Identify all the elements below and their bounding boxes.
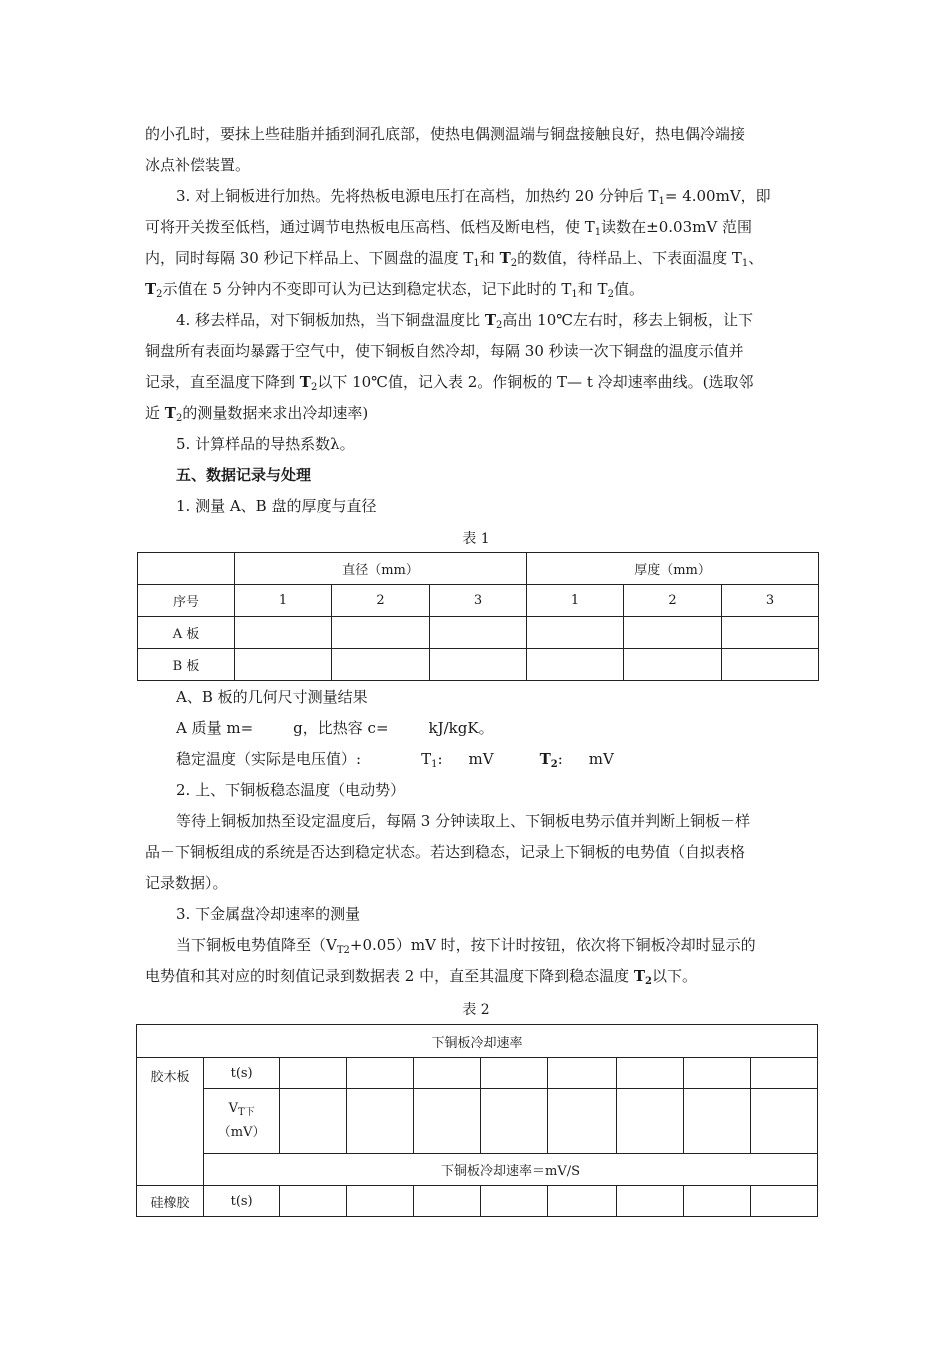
step-3-line: 3. 对上铜板进行加热。先将热板电源电压打在高档，加热约 20 分钟后 $T_1= 4.00mV$，即 — [176, 187, 771, 207]
empty-cell[interactable] — [235, 617, 332, 649]
row-label-index: 序号 — [138, 585, 235, 617]
empty-cell[interactable] — [624, 617, 722, 649]
row-label-silicone: 硅橡胶 — [137, 1186, 204, 1217]
empty-cell[interactable] — [347, 1089, 414, 1154]
table-cell — [138, 553, 235, 585]
empty-cell[interactable] — [481, 1186, 548, 1217]
table-1 — [137, 552, 819, 681]
row-label-a: A 板 — [138, 617, 235, 649]
empty-cell[interactable] — [430, 617, 527, 649]
subsection-heading: 3. 下金属盘冷却速率的测量 — [176, 905, 361, 923]
empty-cell[interactable] — [527, 617, 624, 649]
paragraph-line: 内，同时每隔 30 秒记下样品上、下圆盘的温度 $T_1$和 $T_2$的数值，待样品上、下表面温度 $T_1$、 — [145, 249, 764, 269]
paragraph-line: 当下铜板电势值降至$(V_{T2}+0.05)mV$ 时，按下计时按钮，依次将下铜板冷却时显示的 — [176, 936, 756, 956]
step-5-line: 5. 计算样品的导热系数λ。 — [176, 435, 355, 453]
paragraph-line: 近 $T_2$的测量数据来求出冷却速率) — [145, 404, 369, 424]
subsection-heading: 2. 上、下铜板稳态温度（电动势） — [176, 781, 406, 799]
empty-cell[interactable] — [430, 649, 527, 681]
step-4-line: 4. 移去样品，对下铜板加热，当下铜盘温度比 $T_2$高出 10℃左右时，移去上铜板，让下 — [176, 311, 754, 331]
paragraph-line: 的小孔时，要抹上些硅脂并插到洞孔底部，使热电偶测温端与铜盘接触良好，热电偶冷端接 — [145, 125, 746, 143]
empty-cell[interactable] — [750, 1089, 817, 1154]
empty-cell[interactable] — [683, 1186, 750, 1217]
empty-cell[interactable] — [722, 649, 819, 681]
paragraph-line: A、B 板的几何尺寸测量结果 — [176, 688, 368, 706]
paragraph-line: 电势值和其对应的时刻值记录到数据表 2 中，直至其温度下降到稳态温度 $T_2$以下。 — [145, 967, 698, 987]
empty-cell[interactable] — [235, 649, 332, 681]
stable-temp-line: 稳定温度（实际是电压值）: $T_1$: mV $T_2$: mV — [176, 750, 614, 770]
empty-cell[interactable] — [548, 1058, 616, 1089]
paragraph-line: 等待上铜板加热至设定温度后，每隔 3 分钟读取上、下铜板电势示值并判断上铜板－样 — [176, 812, 751, 830]
paragraph-line: 品－下铜板组成的系统是否达到稳定状态。若达到稳态，记录上下铜板的电势值（自拟表格 — [145, 843, 746, 861]
empty-cell[interactable] — [481, 1089, 548, 1154]
table-1-caption: 表 1 — [462, 531, 490, 547]
empty-cell[interactable] — [332, 617, 430, 649]
empty-cell[interactable] — [548, 1186, 616, 1217]
empty-cell[interactable] — [683, 1089, 750, 1154]
empty-cell[interactable] — [616, 1058, 683, 1089]
index-cell: 3 — [722, 585, 819, 617]
paragraph-line: $T_2$示值在 5 分钟内不变即可认为已达到稳定状态，记下此时的 $T_1$和 $T_2$值。 — [145, 280, 644, 300]
empty-cell[interactable] — [347, 1186, 414, 1217]
time-label: t(s) — [204, 1186, 280, 1217]
time-label: t(s) — [204, 1058, 280, 1089]
index-cell: 1 — [527, 585, 624, 617]
empty-cell[interactable] — [414, 1186, 481, 1217]
index-cell: 1 — [235, 585, 332, 617]
empty-cell[interactable] — [683, 1058, 750, 1089]
index-cell: 3 — [430, 585, 527, 617]
empty-cell[interactable] — [280, 1186, 347, 1217]
empty-cell[interactable] — [332, 649, 430, 681]
paragraph-line: 可将开关拨至低档，通过调节电热板电压高档、低档及断电档，使 $T_1$读数在±0.03mV 范围 — [145, 218, 752, 238]
empty-cell[interactable] — [414, 1089, 481, 1154]
empty-cell[interactable] — [750, 1058, 817, 1089]
row-label-b: B 板 — [138, 649, 235, 681]
index-cell: 2 — [624, 585, 722, 617]
empty-cell[interactable] — [722, 617, 819, 649]
mass-line: A 质量 m= g，比热容 c= kJ/kgK。 — [176, 719, 494, 737]
empty-cell[interactable] — [280, 1058, 347, 1089]
section-heading: 五、数据记录与处理 — [176, 466, 312, 484]
empty-cell[interactable] — [548, 1089, 616, 1154]
header-thickness: 厚度（mm） — [527, 553, 819, 585]
paragraph-line: 铜盘所有表面均暴露于空气中，使下铜板自然冷却，每隔 30 秒读一次下铜盘的温度示值并 — [145, 342, 744, 360]
cooling-rate-label: 下铜板冷却速率＝mV/S — [204, 1154, 818, 1186]
paragraph-line: 冰点补偿装置。 — [145, 156, 251, 174]
voltage-label: $V_{T下}$ （mV） — [204, 1089, 280, 1154]
empty-cell[interactable] — [414, 1058, 481, 1089]
empty-cell[interactable] — [616, 1089, 683, 1154]
table-2-title: 下铜板冷却速率 — [137, 1025, 818, 1058]
empty-cell[interactable] — [280, 1089, 347, 1154]
empty-cell[interactable] — [624, 649, 722, 681]
paragraph-line: 记录，直至温度下降到 $T_2$以下 10℃值，记入表 2。作铜板的 T— t 冷却速率曲线。(选取邻 — [145, 373, 754, 393]
empty-cell[interactable] — [616, 1186, 683, 1217]
empty-cell[interactable] — [481, 1058, 548, 1089]
subsection-heading: 1. 测量 A、B 盘的厚度与直径 — [176, 497, 377, 515]
empty-cell[interactable] — [347, 1058, 414, 1089]
index-cell: 2 — [332, 585, 430, 617]
table-2-caption: 表 2 — [462, 1002, 490, 1018]
paragraph-line: 记录数据）。 — [145, 874, 228, 892]
table-2 — [136, 1024, 818, 1217]
empty-cell[interactable] — [527, 649, 624, 681]
empty-cell[interactable] — [750, 1186, 817, 1217]
row-label-bakelite: 胶木板 — [137, 1058, 204, 1186]
header-diameter: 直径（mm） — [235, 553, 527, 585]
